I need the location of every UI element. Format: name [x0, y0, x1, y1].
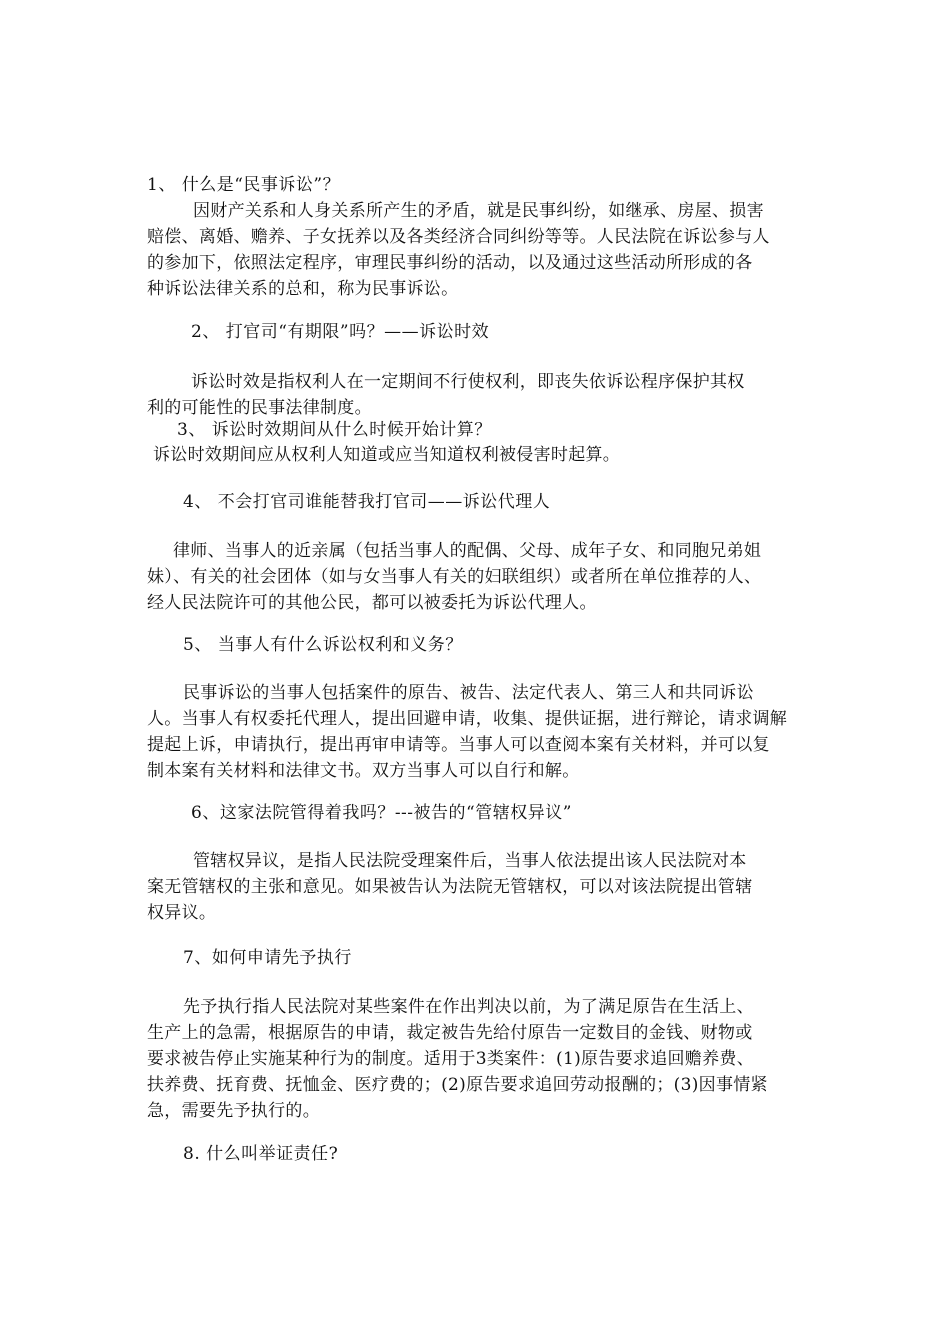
section-8-heading: 8. 什么叫举证责任? [183, 1144, 339, 1164]
section-6-line-1: 管辖权异议，是指人民法院受理案件后，当事人依法提出该人民法院对本 [193, 851, 747, 871]
section-3-line-1: 诉讼时效期间应从权利人知道或应当知道权利被侵害时起算。 [153, 445, 621, 465]
section-7-line-4: 扶养费、抚育费、抚恤金、医疗费的；(2)原告要求追回劳动报酬的；(3)因事情紧 [147, 1075, 768, 1095]
section-5-heading: 5、 当事人有什么诉讼权利和义务？ [183, 635, 463, 655]
section-6-heading: 6、这家法院管得着我吗？---被告的“管辖权异议” [191, 803, 572, 823]
section-4-line-2: 妹）、有关的社会团体（如与女当事人有关的妇联组织）或者所在单位推荐的人、 [147, 567, 762, 587]
section-6-line-2: 案无管辖权的主张和意见。如果被告认为法院无管辖权，可以对该法院提出管辖 [147, 877, 753, 897]
section-7-line-5: 急，需要先予执行的。 [147, 1101, 320, 1121]
section-2-line-2: 利的可能性的民事法律制度。 [147, 398, 372, 418]
section-2-heading: 2、 打官司“有期限”吗？——诉讼时效 [191, 322, 490, 342]
section-7-line-2: 生产上的急需，根据原告的申请，裁定被告先给付原告一定数目的金钱、财物或 [147, 1023, 753, 1043]
section-5-line-1: 民事诉讼的当事人包括案件的原告、被告、法定代表人、第三人和共同诉讼 [183, 683, 754, 703]
section-6-line-3: 权异议。 [147, 903, 217, 923]
section-1-heading: 1、 什么是“民事诉讼”？ [147, 175, 341, 195]
section-4-heading: 4、 不会打官司谁能替我打官司——诉讼代理人 [183, 492, 551, 512]
section-4-line-1: 律师、当事人的近亲属（包括当事人的配偶、父母、成年子女、和同胞兄弟姐 [173, 541, 762, 561]
section-7-heading: 7、如何申请先予执行 [183, 948, 352, 968]
section-5-line-4: 制本案有关材料和法律文书。双方当事人可以自行和解。 [147, 761, 580, 781]
section-1-line-1: 因财产关系和人身关系所产生的矛盾，就是民事纠纷，如继承、房屋、损害 [193, 201, 764, 221]
section-1-line-4: 种诉讼法律关系的总和，称为民事诉讼。 [147, 279, 459, 299]
section-1-line-3: 的参加下，依照法定程序，审理民事纠纷的活动，以及通过这些活动所形成的各 [147, 253, 753, 273]
section-7-line-1: 先予执行指人民法院对某些案件在作出判决以前，为了满足原告在生活上、 [183, 997, 754, 1017]
section-7-line-3: 要求被告停止实施某种行为的制度。适用于3类案件：(1)原告要求追回赡养费、 [147, 1049, 754, 1069]
section-5-line-3: 提起上诉，申请执行，提出再审申请等。当事人可以查阅本案有关材料，并可以复 [147, 735, 770, 755]
section-1-line-2: 赔偿、离婚、赡养、子女抚养以及各类经济合同纠纷等等。人民法院在诉讼参与人 [147, 227, 770, 247]
section-4-line-3: 经人民法院许可的其他公民，都可以被委托为诉讼代理人。 [147, 593, 597, 613]
section-3-heading: 3、 诉讼时效期间从什么时候开始计算？ [177, 420, 492, 440]
section-2-line-1: 诉讼时效是指权利人在一定期间不行使权利，即丧失依诉讼程序保护其权 [191, 372, 745, 392]
section-5-line-2: 人。当事人有权委托代理人，提出回避申请，收集、提供证据，进行辩论，请求调解 [147, 709, 788, 729]
